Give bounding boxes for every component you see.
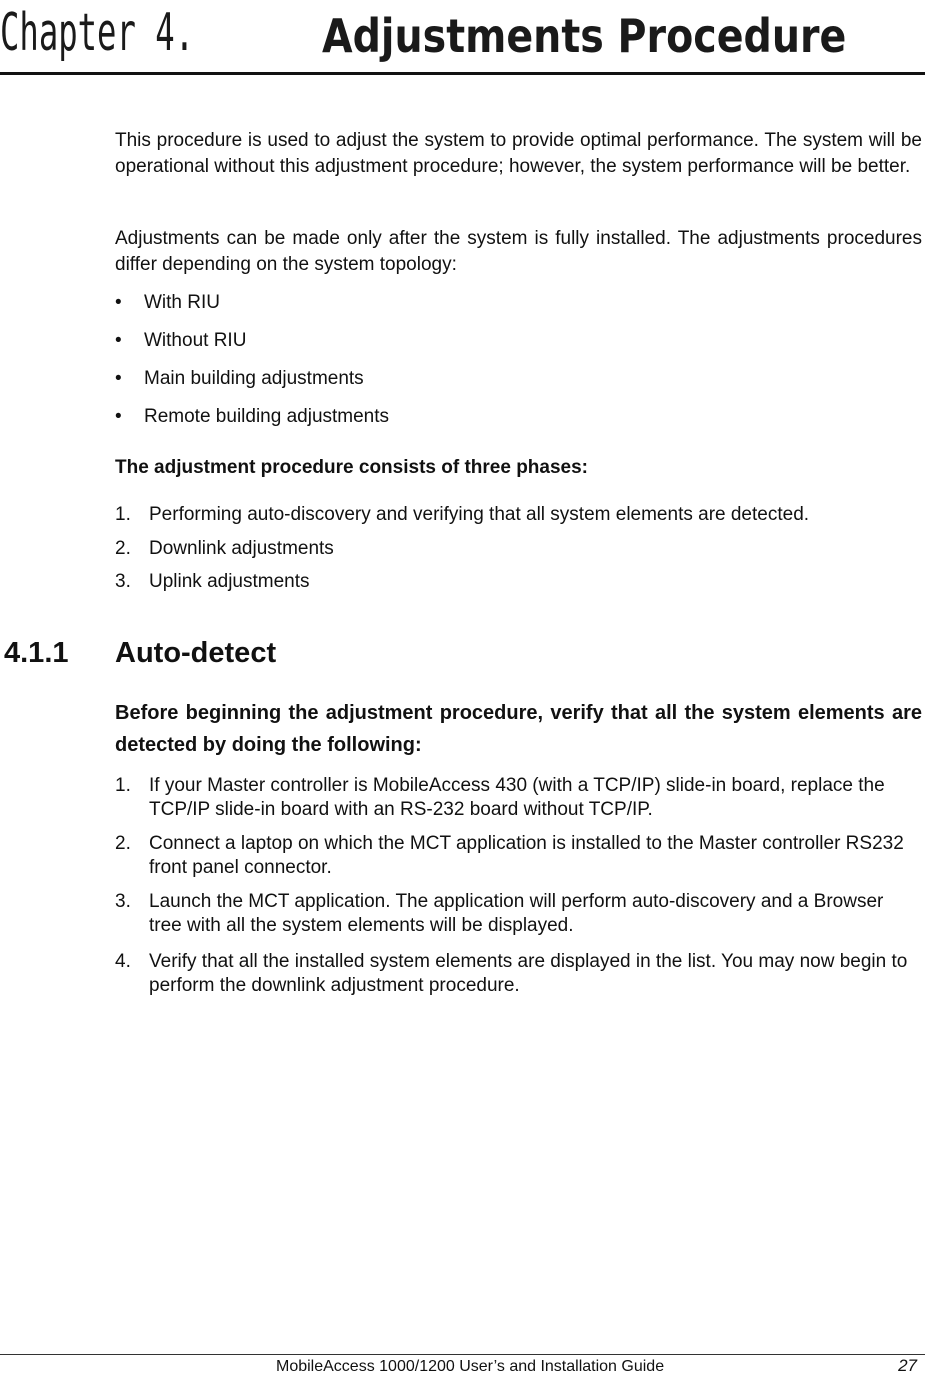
bullet-text: Main building adjustments xyxy=(144,368,364,389)
footer-divider xyxy=(0,1354,925,1355)
section-lead: Before beginning the adjustment procedure, verify that all the system elements are detected by doing the following: xyxy=(115,702,922,756)
bullet-icon: • xyxy=(115,292,122,313)
item-text: Performing auto-discovery and verifying that all system elements are detected. xyxy=(149,504,810,525)
bullet-text: Without RIU xyxy=(144,330,247,351)
item-text: Launch the MCT application. The application will perform auto-discovery and a Browser tree with all the system elements will be displayed. xyxy=(149,891,884,936)
chapter-title: Adjustments Procedure xyxy=(322,9,847,63)
intro-paragraph-1: This procedure is used to adjust the system to provide optimal performance. The system will be operational without this adjustment procedure; however, the system performance will be better. xyxy=(115,130,922,177)
item-number: 3. xyxy=(115,891,131,912)
bullet-text: With RIU xyxy=(144,292,220,313)
item-number: 3. xyxy=(115,571,131,592)
item-text: Downlink adjustments xyxy=(149,538,334,559)
item-text: Uplink adjustments xyxy=(149,571,310,592)
item-text: Verify that all the installed system elements are displayed in the list. You may now begin to perform the downlink adjustment procedure. xyxy=(149,951,908,996)
item-number: 1. xyxy=(115,504,131,525)
item-number: 1. xyxy=(115,775,131,796)
footer-title: MobileAccess 1000/1200 User’s and Installation Guide xyxy=(276,1358,665,1375)
bullet-icon: • xyxy=(115,406,122,427)
item-number: 2. xyxy=(115,833,131,854)
chapter-label: Chapter 4. xyxy=(0,3,195,63)
section-number: 4.1.1 xyxy=(4,637,69,669)
section-title: Auto-detect xyxy=(115,637,277,669)
bullet-icon: • xyxy=(115,330,122,351)
chapter-header xyxy=(0,0,925,76)
intro-paragraph-2: Adjustments can be made only after the system is fully installed. The adjustments procedures differ depending on the system topology: xyxy=(115,228,922,275)
bullet-text: Remote building adjustments xyxy=(144,406,390,427)
bullet-icon: • xyxy=(115,368,122,389)
item-number: 4. xyxy=(115,951,131,972)
item-text: If your Master controller is MobileAccess 430 (with a TCP/IP) slide-in board, replace the TCP/IP slide-in board with an RS-232 board without TCP/IP. xyxy=(149,775,885,820)
item-text: Connect a laptop on which the MCT application is installed to the Master controller RS232 front panel connector. xyxy=(149,833,904,878)
header-divider xyxy=(0,72,925,75)
page-number: 27 xyxy=(898,1356,917,1375)
item-number: 2. xyxy=(115,538,131,559)
phases-heading: The adjustment procedure consists of three phases: xyxy=(115,457,588,478)
